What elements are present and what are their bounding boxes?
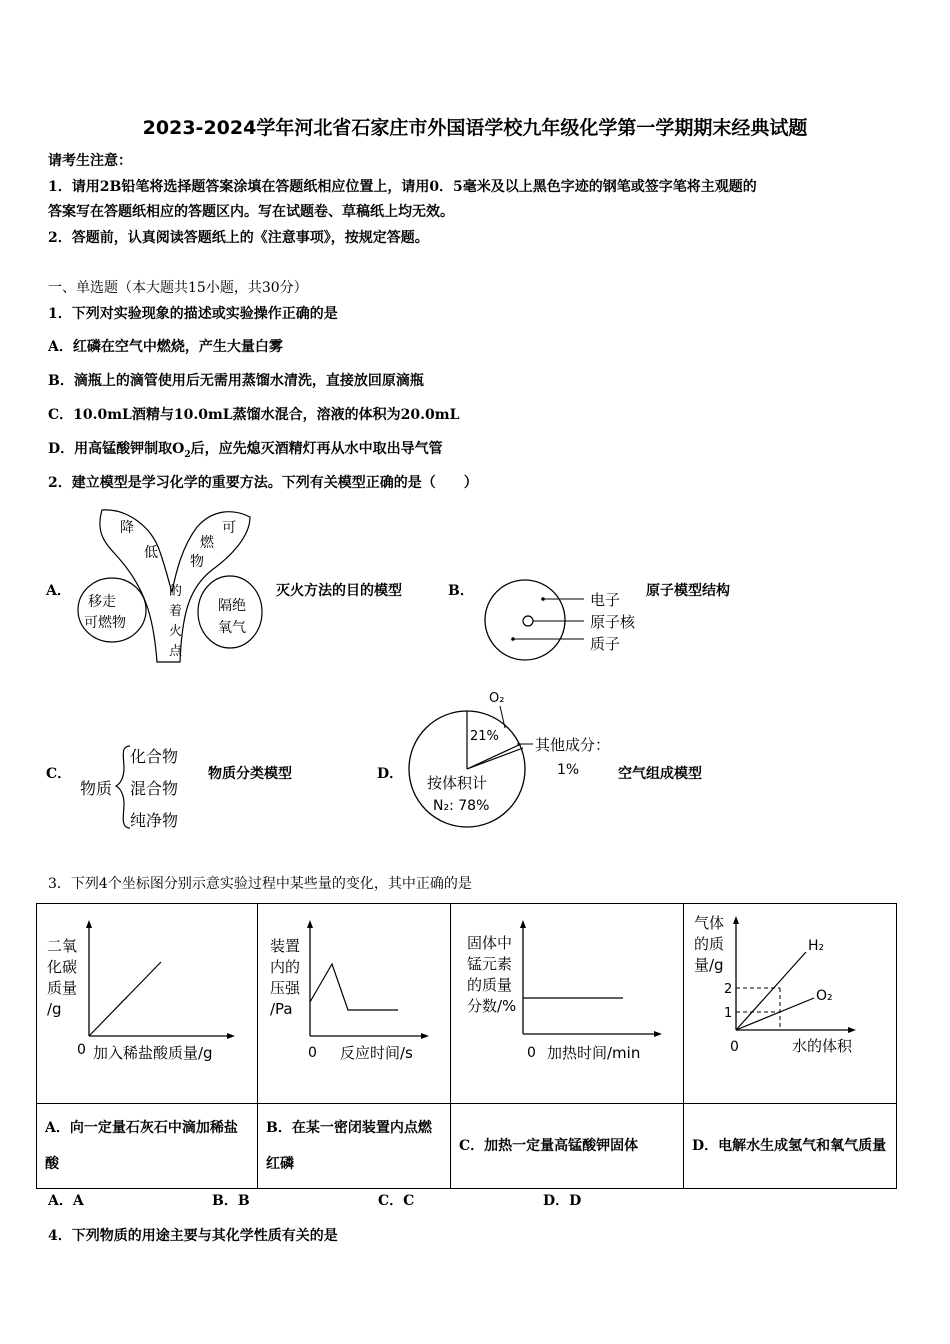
atom-label-proton: 质子 [590, 635, 621, 653]
stem-char-1: 的 [169, 584, 183, 599]
classification-brace [116, 746, 130, 828]
notice-line-1b: 答案写在答题纸相应的答题区内。写在试题卷、草稿纸上均无效。 [48, 204, 454, 220]
pie-label-basis: 按体积计 [427, 774, 488, 792]
svg-text:/g: /g [47, 1000, 62, 1018]
q3-stem: 3．下列4个坐标图分别示意实验过程中某些量的变化，其中正确的是 [48, 876, 472, 892]
leaf-right-char-3: 物 [190, 554, 204, 570]
pie-label-o2: O₂ [489, 691, 505, 706]
leaf-left-char-2: 低 [144, 545, 158, 561]
q3-option-b: B．B [212, 1193, 250, 1209]
right-oval-line-2: 氧气 [218, 620, 246, 636]
graph-cell-b [258, 904, 451, 1104]
graph-a-line [89, 962, 161, 1036]
pie-divider-o2 [467, 744, 521, 769]
q1-stem: 1．下列对实验现象的描述或实验操作正确的是 [48, 306, 338, 322]
graph-b-line [310, 964, 398, 1010]
q1-option-c: C．10.0mL酒精与10.0mL蒸馏水混合，溶液的体积为20.0mL [48, 407, 460, 423]
classification-item-2: 混合物 [130, 779, 179, 798]
svg-text:装置: 装置 [270, 937, 301, 955]
leaf-right-char-2: 燃 [200, 535, 214, 551]
page-title: 2023-2024学年河北省石家庄市外国语学校九年级化学第一学期期末经典试题 [142, 117, 808, 139]
caption-cell-a: A．向一定量石灰石中滴加稀盐酸 [37, 1104, 258, 1189]
classification-item-1: 化合物 [130, 747, 179, 766]
fire-extinguishing-model-figure [72, 502, 272, 670]
q2-d-label: D． [377, 766, 404, 782]
svg-text:化碳: 化碳 [47, 958, 78, 976]
q2-d-caption: 空气组成模型 [618, 766, 702, 782]
air-composition-pie-figure [405, 686, 620, 831]
stem-char-4: 点 [169, 644, 183, 659]
notice-header: 请考生注意： [48, 153, 132, 169]
pie-label-n2: N₂: 78% [433, 798, 490, 814]
graph-c [451, 904, 684, 1099]
svg-text:加热时间/min: 加热时间/min [547, 1044, 641, 1062]
stem-char-3: 火 [169, 624, 183, 639]
q1-option-d: D．用高锰酸钾制取$O_2$后，应先熄灭酒精灯再从水中取出导气管 [48, 441, 443, 460]
q3-graph-table [36, 903, 897, 1189]
graph-d-o2-label: O₂ [816, 988, 833, 1004]
left-oval-line-1: 移走 [88, 594, 116, 610]
pie-label-1pct: 1% [557, 762, 580, 778]
q2-c-caption: 物质分类模型 [208, 766, 292, 782]
left-oval [78, 578, 146, 642]
atom-outer-circle [485, 580, 565, 660]
svg-text:锰元素: 锰元素 [467, 955, 513, 973]
svg-text:质量: 质量 [47, 979, 78, 997]
q3-option-c: C．C [378, 1193, 415, 1209]
graph-d-tick-1: 1 [724, 1006, 733, 1021]
svg-text:0: 0 [527, 1045, 536, 1061]
svg-text:/Pa: /Pa [270, 1000, 293, 1018]
caption-cell-d: D．电解水生成氢气和氧气质量 [684, 1104, 897, 1189]
svg-text:气体: 气体 [694, 914, 725, 932]
classification-item-3: 纯净物 [130, 811, 179, 830]
atom-label-electron: 电子 [590, 591, 621, 609]
graph-d-h2-label: H₂ [808, 938, 825, 954]
svg-text:二氧: 二氧 [47, 937, 78, 955]
q1-option-a: A．红磷在空气中燃烧，产生大量白雾 [48, 339, 283, 355]
svg-text:压强: 压强 [270, 979, 301, 997]
q2-a-caption: 灭火方法的目的模型 [276, 583, 402, 599]
q1-option-b: B．滴瓶上的滴管使用后无需用蒸馏水清洗，直接放回原滴瓶 [48, 373, 424, 389]
q4-stem: 4．下列物质的用途主要与其化学性质有关的是 [48, 1228, 338, 1244]
svg-text:0: 0 [730, 1039, 739, 1055]
caption-cell-c: C．加热一定量高锰酸钾固体 [451, 1104, 684, 1189]
graph-b [258, 904, 451, 1099]
section-heading: 一、单选题（本大题共15小题，共30分） [48, 280, 308, 296]
svg-text:量/g: 量/g [694, 956, 724, 974]
caption-cell-b: B．在某一密闭装置内点燃红磷 [258, 1104, 451, 1189]
svg-text:反应时间/s: 反应时间/s [340, 1044, 413, 1062]
svg-text:的质: 的质 [694, 935, 725, 953]
svg-text:的质量: 的质量 [467, 976, 513, 994]
leaf-left-char-1: 降 [120, 520, 134, 536]
graph-a [37, 904, 258, 1099]
graph-d [684, 904, 897, 1099]
leaf-right-char-1: 可 [222, 520, 236, 536]
graph-cell-c [451, 904, 684, 1104]
right-oval-line-1: 隔绝 [218, 598, 246, 614]
atom-label-nucleus: 原子核 [590, 613, 636, 631]
svg-text:水的体积: 水的体积 [792, 1037, 853, 1055]
classification-root: 物质 [80, 779, 113, 798]
atom-model-figure [480, 575, 650, 665]
q2-b-caption: 原子模型结构 [646, 583, 730, 599]
pie-divider-other [467, 748, 523, 769]
q2-stem: 2．建立模型是学习化学的重要方法。下列有关模型正确的是（ ） [48, 475, 478, 491]
matter-classification-figure [76, 738, 201, 836]
graph-d-tick-2: 2 [724, 982, 733, 997]
svg-text:0: 0 [77, 1042, 86, 1058]
svg-text:0: 0 [308, 1045, 317, 1061]
graph-d-h2-line [736, 952, 806, 1030]
nucleus-circle [523, 616, 533, 626]
notice-line-2: 2．答题前，认真阅读答题纸上的《注意事项》，按规定答题。 [48, 230, 429, 246]
svg-text:内的: 内的 [270, 958, 301, 976]
q2-a-label: A． [46, 583, 71, 599]
q2-c-label: C． [46, 766, 72, 782]
graph-cell-d [684, 904, 897, 1104]
q3-option-d: D．D [543, 1193, 582, 1209]
pie-label-other: 其他成分： [535, 736, 611, 754]
q2-b-label: B． [448, 583, 474, 599]
svg-text:加入稀盐酸质量/g: 加入稀盐酸质量/g [93, 1044, 213, 1062]
svg-text:分数/%: 分数/% [467, 997, 517, 1015]
stem-char-2: 着 [169, 604, 183, 619]
notice-line-1a: 1．请用2B铅笔将选择题答案涂填在答题纸相应位置上，请用0．5毫米及以上黑色字迹的钢笔或签字笔将主观题的 [48, 179, 757, 195]
q3-option-a: A．A [48, 1193, 84, 1209]
pie-label-21pct: 21% [470, 729, 499, 744]
graph-cell-a [37, 904, 258, 1104]
graph-d-o2-line [736, 998, 814, 1030]
svg-text:固体中: 固体中 [467, 934, 513, 952]
left-oval-line-2: 可燃物 [84, 615, 126, 631]
